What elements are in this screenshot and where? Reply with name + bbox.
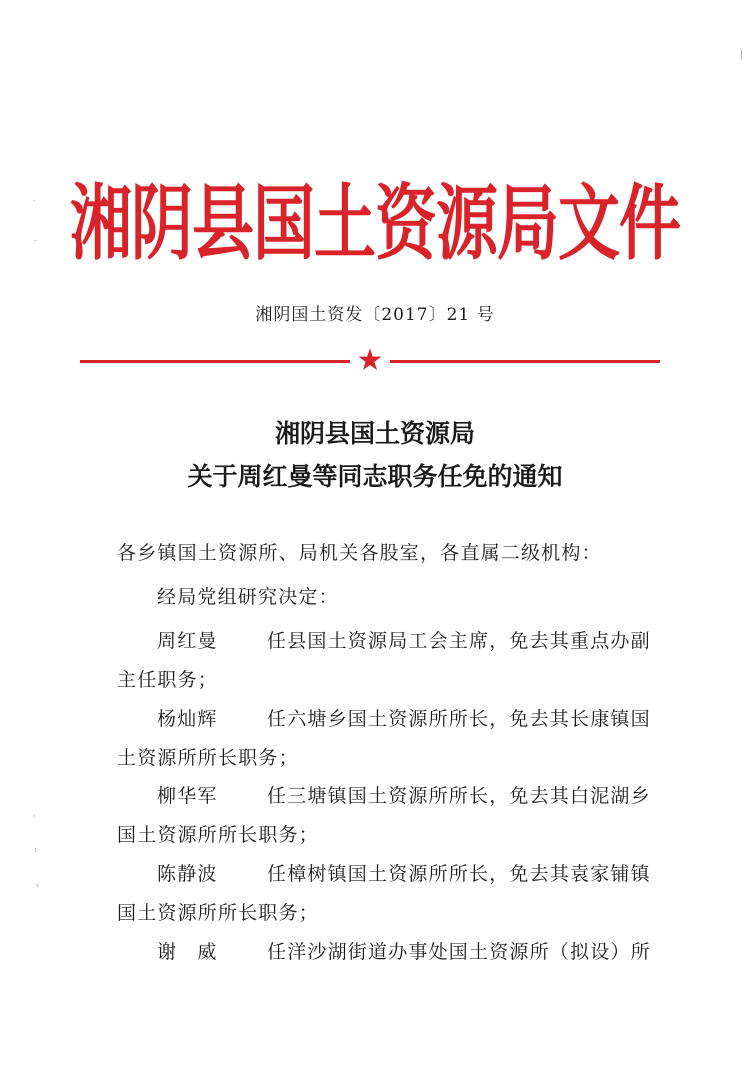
appointee-name: 谢 威 <box>157 941 218 963</box>
divider-rule-left <box>80 360 350 363</box>
appointment-text: 任洋沙湖街道办事处国土资源所（拟设）所 <box>267 941 651 963</box>
scan-mark: ˙ <box>32 200 37 210</box>
appointment-continuation: 土资源所所长职务； <box>117 747 299 769</box>
appointment-continuation: 国土资源所所长职务； <box>117 902 320 924</box>
star-icon: ★ <box>356 343 384 378</box>
document-header-title: 湘阴县国土资源局文件 <box>69 175 680 272</box>
appointment-continuation: 国土资源所所长职务； <box>117 824 320 846</box>
notice-title-line2: 关于周红曼等同志职务任免的通知 <box>187 462 563 491</box>
appointee-name: 杨灿辉 <box>157 708 218 730</box>
notice-title-line1: 湘阴县国土资源局 <box>274 419 475 448</box>
appointee-name: 陈静波 <box>157 863 218 885</box>
appointee-name: 周红曼 <box>157 630 218 652</box>
scan-mark: ⁻ <box>33 238 38 248</box>
appointment-line <box>157 781 651 808</box>
appointment-text: 任六塘乡国土资源所所长，免去其长康镇国 <box>267 708 651 730</box>
scan-mark: · <box>33 812 36 822</box>
intro-text: 经局党组研究决定： <box>157 586 339 608</box>
scan-mark: : <box>34 845 38 855</box>
salutation: 各乡镇国土资源所、局机关各股室，各直属二级机构： <box>117 542 602 564</box>
appointment-line <box>157 626 651 653</box>
appointment-line <box>157 937 651 964</box>
appointment-line <box>157 704 651 731</box>
scan-mark: | <box>740 50 744 60</box>
appointment-text: 任樟树镇国土资源所所长，免去其袁家铺镇 <box>267 863 651 885</box>
appointment-text: 任三塘镇国土资源所所长，免去其白泥湖乡 <box>267 785 651 807</box>
appointment-line <box>157 859 651 886</box>
document-number: 湘阴国土资发〔2017〕21 号 <box>255 305 495 325</box>
appointee-name: 柳华军 <box>157 785 218 807</box>
appointment-continuation: 主任职务； <box>117 669 219 691</box>
scan-mark: ᵥ <box>36 880 40 890</box>
red-divider <box>80 343 660 378</box>
appointment-text: 任县国土资源局工会主席，免去其重点办副 <box>267 630 651 652</box>
divider-rule-right <box>390 360 660 363</box>
